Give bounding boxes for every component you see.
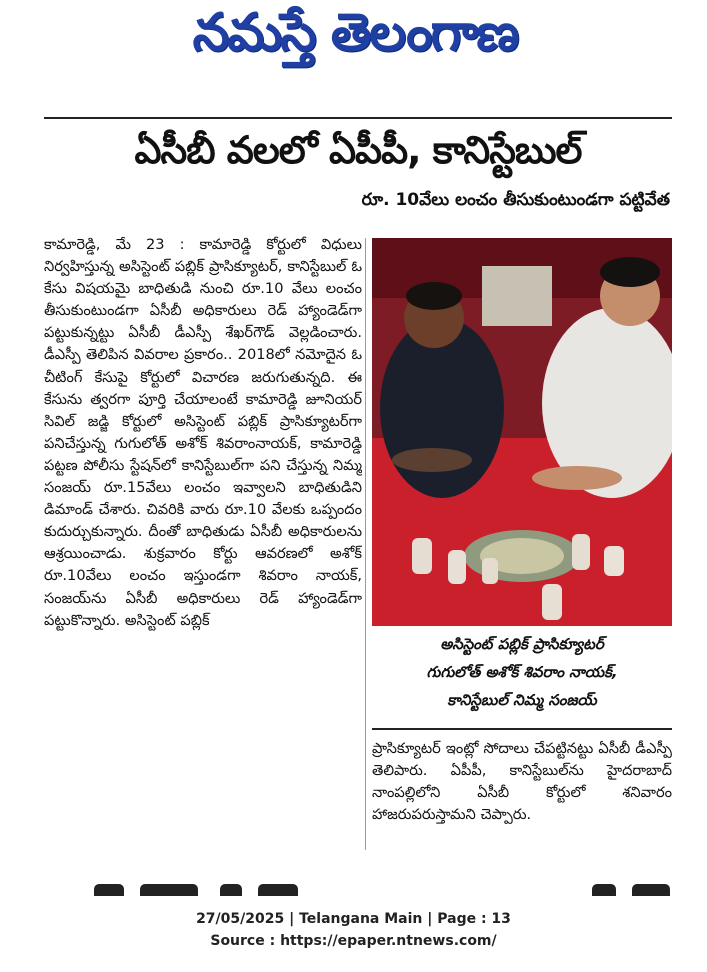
cropped-text-fragment bbox=[592, 884, 616, 896]
photo-caption bbox=[372, 630, 672, 720]
cropped-text-fragment bbox=[632, 884, 670, 896]
article-subheadline: రూ. 10వేలు లంచం తీసుకుంటుండగా పట్టివేత bbox=[361, 190, 670, 210]
photo-caption-line: కానిస్టేబుల్ నిమ్మ సంజయ్ bbox=[447, 691, 597, 709]
cropped-text-fragment bbox=[140, 884, 198, 896]
page-footer bbox=[0, 908, 707, 954]
article-body: కామారెడ్డి, మే 23 : కామారెడ్డి కోర్టులో విధులు నిర్వహిస్తున్న అసిస్టెంట్ పబ్లిక్ ప్రాసిక్యూటర్, కానిస్టేబుల్ ఓ కేసు విషయమై బాధితుడి నుంచి రూ.10 వేలు లంచం తీసుకుంటుండగా ఏసీబీ అధికారులు రెడ్ హ్యాండెడ్‌గా పట్టుకున్నట్టు ఏసీబీ డీఎస్పీ శేఖర్‌గౌడ్ వెల్లడించారు. డీఎస్పీ తెలిపిన వివరాల ప్రకారం.. 2018లో నమోదైన ఓ చీటింగ్ కేసుపై కోర్టులో విచారణ జరుగుతున్నది. ఈ కేసును త్వరగా పూర్తి చేయాలంటే కామారెడ్డి జూనియర్ సివిల్ జడ్జి కోర్టులో అసిస్టెంట్ పబ్లిక్ ప్రాసిక్యూటర్‌గా పనిచేస్తున్న గుగులోత్ అశోక్ శివరాంనాయక్, కామారెడ్డి పట్టణ పోలీసు స్టేషన్‌లో కానిస్టేబుల్‌గా పని చేస్తున్న నిమ్మ సంజయ్ రూ.15వేలు లంచం ఇవ్వాలని బాధితుడిని డిమాండ్ చేశారు. చివరికి వారు రూ.10 వేలకు ఒప్పందం కుదుర్చుకున్నారు. దీంతో బాధితుడు ఏసీబీ అధికారులను ఆశ్రయించాడు. శుక్రవారం కోర్టు ఆవరణలో అశోక్ రూ.10వేలు లంచం ఇస్తుండగా శివరాం నాయక్, సంజయ్‌ను ఏసీబీ అధికారులు రెడ్ హ్యాండెడ్‌గా పట్టుకొన్నారు. అసిస్టెంట్ పబ్లిక్ bbox=[44, 236, 362, 629]
column-divider bbox=[365, 238, 366, 850]
cropped-text-fragment bbox=[94, 884, 124, 896]
photo-caption-line: అసిస్టెంట్ పబ్లిక్ ప్రాసిక్యూటర్ bbox=[440, 635, 604, 653]
caption-rule bbox=[372, 728, 672, 730]
masthead-logo: నమస్తే తెలంగాణ bbox=[192, 2, 518, 63]
footer-source-line: Source : https://epaper.ntnews.com/ bbox=[210, 933, 497, 949]
photo-caption-line: గుగులోత్ అశోక్ శివరాం నాయక్, bbox=[426, 663, 618, 681]
article-headline: ఏసీబీ వలలో ఏపీపీ, కానిస్టేబుల్ bbox=[134, 128, 582, 172]
news-photo bbox=[372, 238, 672, 626]
next-article-headline-fragment bbox=[44, 880, 672, 896]
news-photo-illustration bbox=[372, 238, 672, 626]
cropped-text-fragment bbox=[220, 884, 242, 896]
article-continuation: ప్రాసిక్యూటర్ ఇంట్లో సోదాలు చేపట్టినట్టు ఏసీబీ డీఎస్పీ తెలిపారు. ఏపీపీ, కానిస్టేబుల్‌ను హైదరాబాద్ నాంపల్లిలోని ఏసీబీ కోర్టులో శనివారం హాజరుపరుస్తామని చెప్పారు. bbox=[372, 740, 672, 824]
headline-top-rule bbox=[44, 117, 672, 119]
cropped-text-fragment bbox=[258, 884, 298, 896]
footer-edition-line: 27/05/2025 | Telangana Main | Page : 13 bbox=[196, 911, 511, 927]
